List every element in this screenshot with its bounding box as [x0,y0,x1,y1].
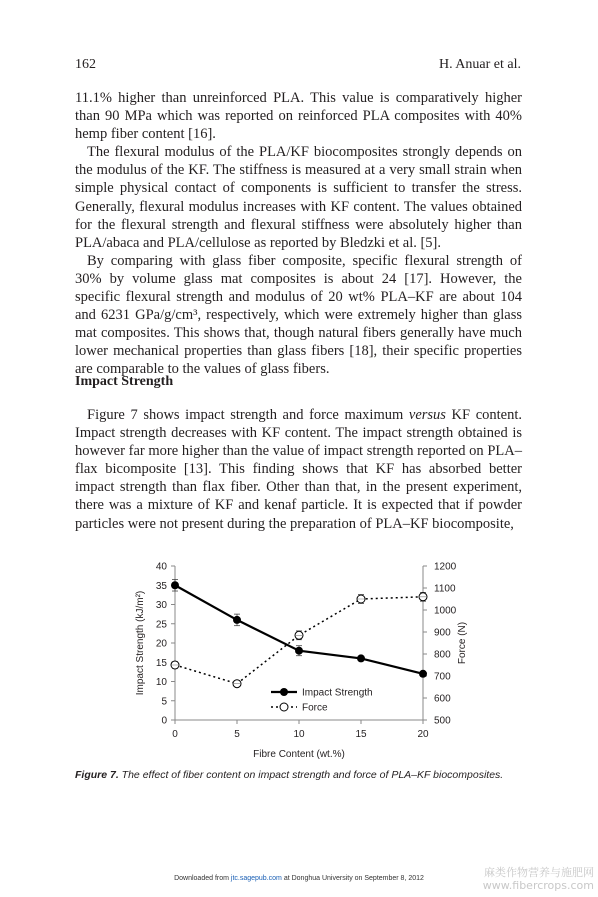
y-tick-label: 0 [161,715,167,727]
x-tick-label: 15 [355,729,367,740]
legend-label: Force [302,702,328,714]
data-point [233,616,241,624]
body-text-top [75,89,522,379]
y-tick-label: 30 [155,600,167,611]
page-number: 162 [75,57,96,72]
impact-series [171,579,427,677]
legend-marker [280,688,288,696]
figure-caption [75,769,525,781]
x-tick-label: 10 [293,729,305,740]
y2-tick-label: 900 [434,627,451,639]
y-tick-label: 5 [161,696,167,708]
impact-force-chart [75,556,535,768]
x-tick-label: 0 [172,729,178,740]
series-line [175,597,423,684]
data-point [295,647,303,655]
caption-text: The effect of fiber content on impact strength and force of PLA–KF biocomposites. [118,769,504,781]
legend-marker [280,703,288,711]
y2-tick-label: 600 [434,693,451,705]
y2-tick-label: 1000 [434,605,457,617]
legend-label: Impact Strength [302,687,373,699]
y2-tick-label: 700 [434,671,451,683]
y-tick-label: 25 [155,619,167,631]
paragraph: By comparing with glass fiber composite, specific flexural strength of 30% by volume glass mat composites is about 24 [17]. However, the specific flexural strength and modulus of 20 wt% PLA–KF are about 104 and 6231 GPa/g/cm³, respectively, which were extremely higher than glass mat composites. This shows that, though natural fibers generally have much lower mechanical properties than glass fibers [18], their specific properties are comparable to the values of glass fibers. [75,252,522,378]
body-text-impact [75,406,522,533]
footer-suffix: at Donghua University on September 8, 2012 [281,875,424,882]
x-tick-label: 5 [234,729,240,740]
paragraph: The flexural modulus of the PLA/KF biocomposites strongly depends on the modulus of the KF. The stiffness is measured at a very small strain when simple physical contact of components is sufficient to transfer the stress. Generally, flexural modulus increases with KF content. The values obtained for the flexural strength and flexural stiffness were absolutely higher than PLA/abaca and PLA/cellulose as reported by Bledzki et al. [5]. [75,144,522,251]
watermark-line: 麻类作物营养与施肥网 [484,866,594,879]
caption-label: Figure 7. [75,769,119,781]
figure-7 [75,556,535,768]
paragraph-italic: versus [408,407,446,423]
y2-axis-label: Force (N) [457,621,468,665]
paragraph-part: Figure 7 shows impact strength and force maximum [87,407,409,423]
x-axis-label: Fibre Content (wt.%) [253,749,345,760]
y2-tick-label: 500 [434,715,451,727]
y-tick-label: 20 [155,638,167,650]
data-point [171,581,179,589]
section-heading: Impact Strength [75,374,174,389]
watermark-line: www.fibercrops.com [482,879,594,892]
y2-tick-label: 800 [434,649,451,661]
x-tick-label: 20 [417,729,429,740]
watermark [483,866,594,892]
paragraph-part: KF content. Impact strength decreases with KF content. The impact strength obtained is however far more higher than the value of impact strength reported on PLA–flax bicomposite [13]. This finding shows that KF has absorbed better impact strength than flax fiber. Other than that, in the present experiment, there was a mixture of KF and kenaf particle. It is expected that if powder particles were not present during the preparation of PLA–KF biocomposite, [75,407,522,532]
running-head: H. Anuar et al. [438,57,521,72]
data-point [419,670,427,678]
footer-link[interactable]: jtc.sagepub.com [230,875,282,882]
force-series [171,592,427,687]
paragraph [75,406,522,533]
y-tick-label: 10 [155,677,167,688]
y-axis-label: Impact Strength (kJ/m²) [135,590,146,696]
y2-tick-label: 1100 [434,583,456,595]
y-tick-label: 35 [155,580,167,592]
y-tick-label: 40 [155,561,167,573]
footer-prefix: Downloaded from [174,875,231,882]
y2-tick-label: 1200 [434,561,457,573]
y-tick-label: 15 [155,657,167,669]
chart-legend [271,688,373,714]
data-point [357,654,365,662]
paragraph: 11.1% higher than unreinforced PLA. This value is comparatively higher than 90 MPa which was reported on reinforced PLA composites with 40% hemp fiber content [16]. [75,90,522,143]
